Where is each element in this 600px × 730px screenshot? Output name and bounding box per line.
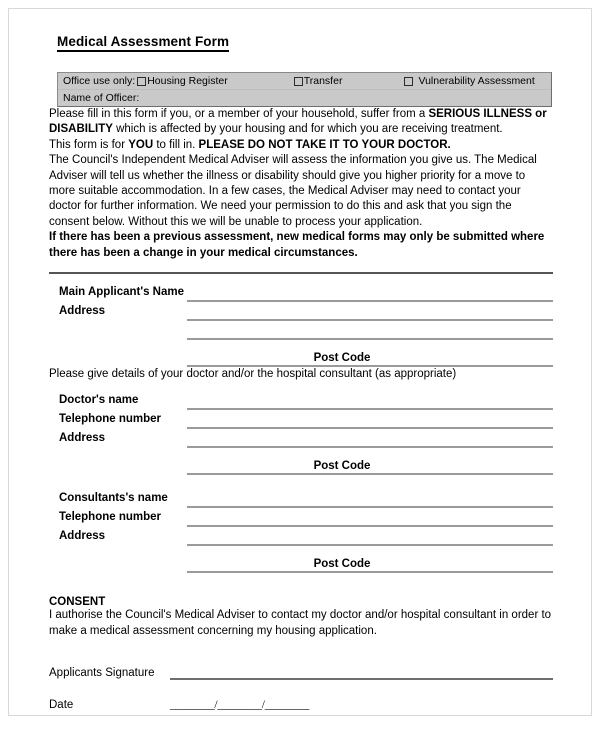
- medical-adviser-paragraph: The Council's Independent Medical Adviser will assess the information you give us. The Medical Adviser will tell us whether the illness or disability should give you higher priority for a move to more suitable accommodation. In a few cases, the Medical Adviser may need to contact your doctor for further information. We need your permission to do this and ask that you sign the consent below. Without this we will be unable to process your application.: [49, 154, 537, 228]
- applicant-labels: [59, 283, 209, 321]
- doctor-details-section: [49, 391, 553, 475]
- consultant-details-section: [49, 489, 553, 573]
- consultant-address-label: Address: [59, 530, 106, 543]
- checkbox-label: Vulnerability Assessment: [418, 75, 535, 87]
- consultant-postcode-label: Post Code: [313, 558, 371, 571]
- applicant-name-label: Main Applicant's Name: [59, 286, 185, 299]
- consultant-name-input[interactable]: [187, 489, 553, 508]
- previous-assessment-warning: [49, 230, 553, 261]
- checkbox-vulnerability-assessment[interactable]: [404, 75, 534, 87]
- form-for-you-b: to fill in.: [153, 138, 199, 151]
- intro-text-b: which is affected by your housing and for which you are receiving treatment.: [112, 123, 503, 136]
- consultant-telephone-input[interactable]: [187, 508, 553, 527]
- date-input[interactable]: ________/________/________: [170, 699, 310, 712]
- applicant-details-section: [49, 283, 553, 367]
- office-use-box: [57, 72, 552, 107]
- checkbox-icon[interactable]: [137, 77, 146, 86]
- doctor-address-line-1-input[interactable]: [187, 429, 553, 448]
- consultant-telephone-label: Telephone number: [59, 511, 162, 524]
- officer-name-label: Name of Officer:: [63, 92, 140, 104]
- doctor-postcode-label: Post Code: [313, 460, 371, 473]
- consent-paragraph: I authorise the Council's Medical Adviser to contact my doctor and/or hospital consultant in order to make a medical assessment concerning my housing application.: [49, 609, 552, 637]
- doctor-telephone-label: Telephone number: [59, 413, 162, 426]
- office-use-row: [58, 73, 551, 90]
- checkbox-label: Housing Register: [147, 75, 228, 87]
- doctor-postcode-input[interactable]: [187, 456, 553, 475]
- intro-text-a: Please fill in this form if you, or a member of your household, suffer from a: [49, 108, 429, 120]
- doctor-telephone-input[interactable]: [187, 410, 553, 429]
- spacer: [187, 448, 553, 456]
- date-row: [49, 690, 553, 712]
- applicant-address-line-1-input[interactable]: [187, 302, 553, 321]
- consultant-name-label: Consultants's name: [59, 492, 168, 505]
- consent-heading: CONSENT: [49, 596, 106, 609]
- checkbox-icon[interactable]: [404, 77, 413, 86]
- applicant-input-lines: [187, 283, 553, 367]
- doctor-details-instruction: Please give details of your doctor and/or the hospital consultant (as appropriate): [49, 368, 457, 381]
- do-not-take-bold: PLEASE DO NOT TAKE IT TO YOUR DOCTOR.: [198, 138, 451, 151]
- signature-input[interactable]: [170, 667, 553, 680]
- applicant-postcode-label: Post Code: [313, 352, 371, 365]
- checkbox-icon[interactable]: [294, 77, 303, 86]
- form-content: [49, 33, 553, 712]
- checkbox-label: Transfer: [303, 75, 343, 87]
- doctor-input-lines: [187, 391, 553, 475]
- consultant-labels: [59, 489, 209, 546]
- applicant-address-label: Address: [59, 305, 106, 318]
- signature-label: Applicants Signature: [49, 667, 155, 680]
- applicant-name-input[interactable]: [187, 283, 553, 302]
- intro-paragraph: [49, 107, 553, 138]
- checkbox-housing-register[interactable]: [137, 75, 228, 87]
- spacer: [187, 546, 553, 554]
- office-use-label: Office use only:: [63, 75, 136, 87]
- doctor-name-input[interactable]: [187, 391, 553, 410]
- officer-name-row[interactable]: [58, 90, 551, 106]
- signature-row: [49, 659, 553, 680]
- previous-assessment-text: If there has been a previous assessment, new medical forms may only be submitted where there has been a change in your medical circumstances.: [49, 231, 545, 259]
- intro-text-bold: SERIOUS ILLNESS or DISABILITY: [49, 108, 547, 136]
- spacer: [187, 340, 553, 348]
- form-page: [8, 8, 592, 716]
- signature-section: [49, 659, 553, 712]
- form-for-you-bold: YOU: [128, 138, 154, 151]
- applicant-address-line-2-input[interactable]: [187, 321, 553, 340]
- section-divider: [49, 272, 553, 274]
- consultant-address-line-1-input[interactable]: [187, 527, 553, 546]
- doctor-address-label: Address: [59, 432, 106, 445]
- page-title-wrap: [49, 33, 553, 52]
- page-title: Medical Assessment Form: [57, 34, 229, 52]
- doctor-labels: [59, 391, 209, 448]
- applicant-postcode-input[interactable]: [187, 348, 553, 367]
- doctor-name-label: Doctor's name: [59, 394, 139, 407]
- consultant-input-lines: [187, 489, 553, 573]
- form-for-you-a: This form is for: [49, 138, 129, 151]
- checkbox-transfer[interactable]: [294, 75, 343, 87]
- date-label: Date: [49, 699, 74, 712]
- doctor-warning-paragraph: [49, 138, 553, 153]
- consultant-postcode-input[interactable]: [187, 554, 553, 573]
